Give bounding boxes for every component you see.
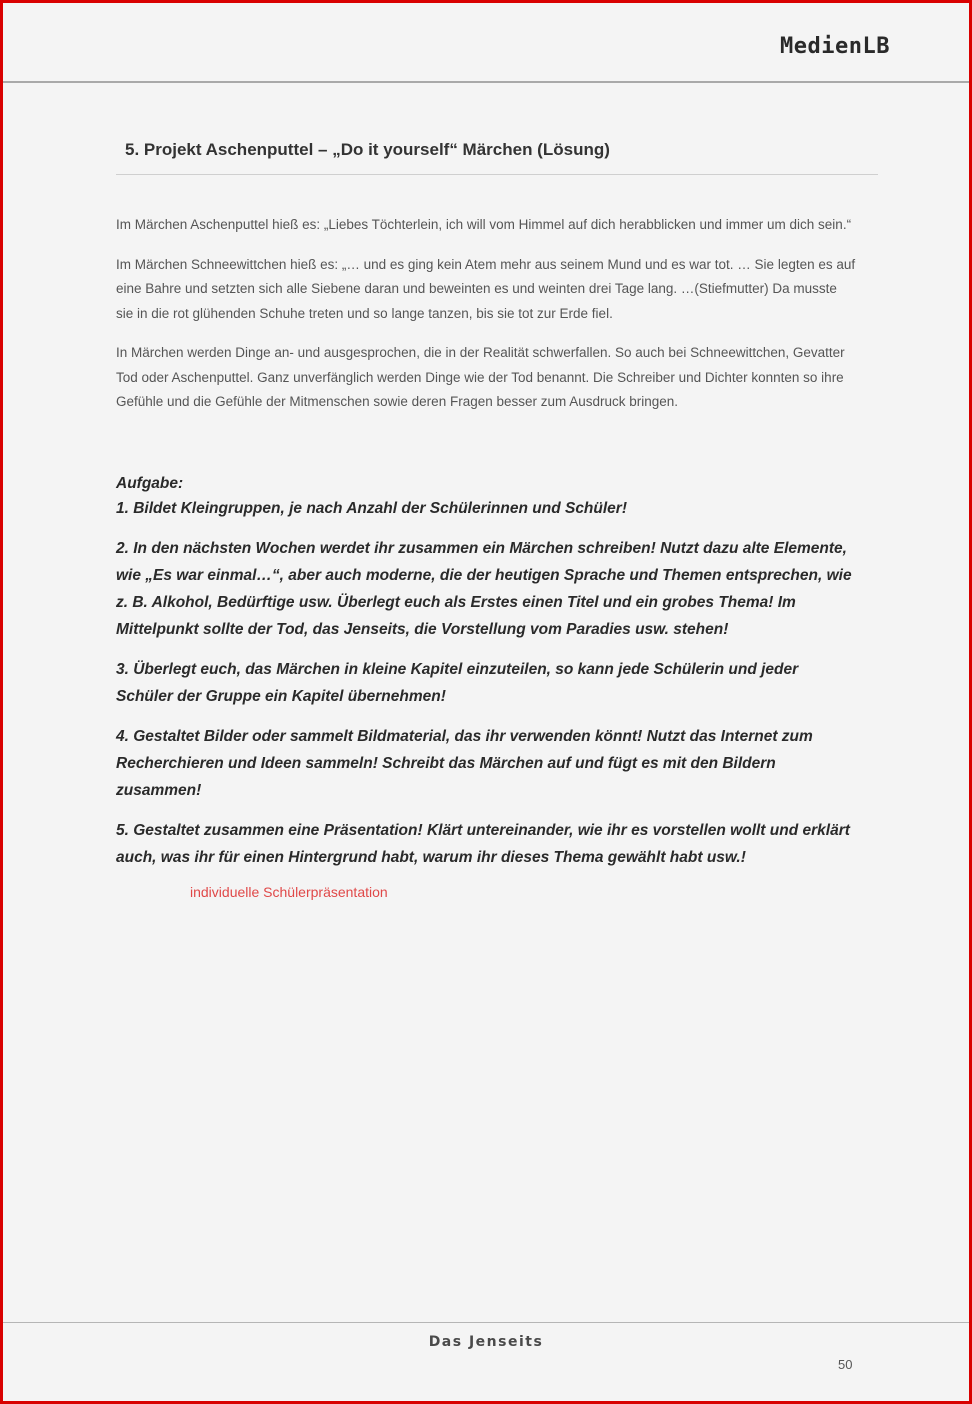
title-divider: [116, 174, 878, 175]
task-item: 2. In den nächsten Wochen werdet ihr zusammen ein Märchen schreiben! Nutzt dazu alte Elemente, wie „Es war einmal…“, aber auch moderne, die der heutigen Sprache und Themen entsprechen, wie z. B. Alkohol, Bedürftige usw. Überlegt euch als Erstes einen Titel und ein grobes Thema! Im Mittelpunkt sollte der Tod, das Jenseits, die Vorstellung vom Paradies usw. stehen!: [116, 539, 852, 638]
footer-title: Das Jenseits: [428, 1334, 544, 1350]
document-body: [116, 140, 878, 900]
task-item: 4. Gestaltet Bilder oder sammelt Bildmaterial, das ihr verwenden könnt! Nutzt das Internet zum Recherchieren und Ideen sammeln! Schreibt das Märchen auf und fügt es mit den Bildern zusammen!: [116, 727, 813, 799]
header-divider: [3, 81, 969, 83]
brand-logo: MedienLB: [780, 34, 890, 59]
intro-paragraph: Im Märchen Schneewittchen hieß es: „… und es ging kein Atem mehr aus seinem Mund und es war tot. … Sie legten es auf eine Bahre und setzten sich alle Siebene daran und beweinten es und weinten drei Tage lang. …(Stiefmutter) Da musste sie in die rot glühenden Schuhe treten und so lange tanzen, bis sie tot zur Erde fiel.: [116, 256, 856, 321]
footer-divider: [3, 1322, 969, 1323]
intro-paragraph: Im Märchen Aschenputtel hieß es: „Liebes Töchterlein, ich will vom Himmel auf dich herabblicken und immer um dich sein.“: [116, 217, 852, 232]
intro-paragraph: In Märchen werden Dinge an- und ausgesprochen, die in der Realität schwerfallen. So auch bei Schneewittchen, Gevatter Tod oder Aschenputtel. Ganz unverfänglich werden Dinge wie der Tod benannt. Die Schreiber und Dichter konnten so ihre Gefühle und die Gefühle der Mitmenschen sowie deren Fragen besser zum Ausdruck bringen.: [116, 345, 845, 409]
section-title: 5. Projekt Aschenputtel – „Do it yourself“ Märchen (Lösung): [125, 140, 610, 159]
task-item: 1. Bildet Kleingruppen, je nach Anzahl der Schülerinnen und Schüler!: [116, 499, 627, 517]
task-item: 3. Überlegt euch, das Märchen in kleine Kapitel einzuteilen, so kann jede Schülerin und jeder Schüler der Gruppe ein Kapitel übernehmen!: [116, 660, 799, 705]
solution-note: individuelle Schülerpräsentation: [190, 883, 388, 900]
task-item: 5. Gestaltet zusammen eine Präsentation! Klärt untereinander, wie ihr es vorstellen wollt und erklärt auch, was ihr für einen Hintergrund habt, warum ihr dieses Thema gewählt habt usw.!: [116, 821, 850, 866]
page-number: 50: [838, 1357, 853, 1372]
intro-text: [116, 213, 878, 415]
task-heading: Aufgabe:: [116, 474, 184, 492]
